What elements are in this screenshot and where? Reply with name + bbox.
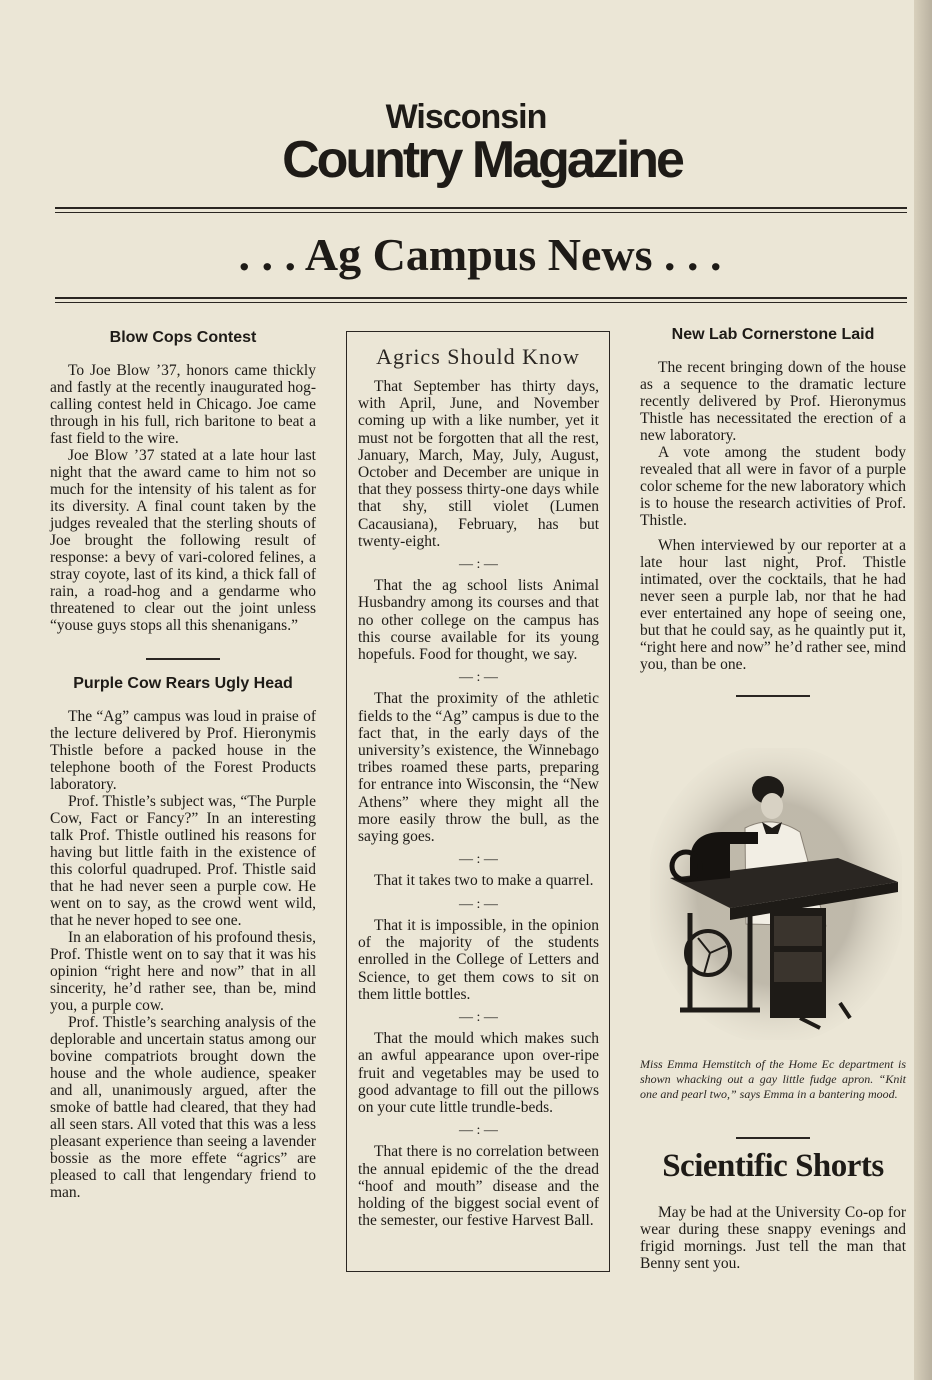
article-paragraph: When interviewed by our reporter at a late hour last night, Prof. Thistle intimated, over the cocktails, that he had never seen a purple lab, nor that he had ever entertained any hope of seeing one, but that he could say, as he quaintly put it, “right here and now” he’d rather see, mind you, than be one. [640,537,906,673]
scientific-shorts-title: Scientific Shorts [662,1148,884,1184]
article-divider [736,695,810,697]
masthead-title: Country Magazine [282,131,682,189]
agrics-should-know-box [346,331,610,1272]
article-paragraph: Prof. Thistle’s searching analysis of the deplorable and uncertain status among our bovine compatriots brought down the house and the whole audience, speaker and all, unanimously argued, after the smoke of battle had cleared, that they had all seen stars. All voted that this was a less pleasant experience than seeing a lavender bossie as the more effete “agrics” are pleased to call that lengendary friend to man. [50,1014,316,1201]
fact-separator: — : — [459,1123,498,1139]
box-title: Agrics Should Know [376,344,580,369]
article-paragraph: In an elaboration of his profound thesis, Prof. Thistle went on to say that it was his opinion “right here and now” that in all sincerity, he’d rather see, than be, mind you, a purple cow. [50,929,316,1014]
scientific-shorts-body [640,1204,906,1272]
fact-item: That the mould which makes such an awful appearance upon over-ripe fruit and vegetables may be used to good advantage to fill out the pillows on your cute little trundle-beds. [358,1030,599,1116]
fact-item: That September has thirty days, with April, June, and November coming up with a like number, yet it must not be forgotten that all the rest, January, March, May, July, August, October and December are unique in that they possess thirty-one days while that shy, still violet (Lumen Cacausiana), February, has but twenty-eight. [358,378,599,550]
article-paragraph: To Joe Blow ’37, honors came thickly and fastly at the recently inaugurated hog-calling contest held in Chicago. Joe came through in his full, rich baritone to beat a fast field to the wire. [50,362,316,447]
article-paragraph: The recent bringing down of the house as a sequence to the dramatic lecture recently delivered by Prof. Hieronymus Thistle has necessitated the erection of a new laboratory. [640,359,906,444]
masthead-wisconsin: Wisconsin [385,98,547,136]
fact-item: That it is impossible, in the opinion of the majority of the students enrolled in the College of Letters and Science, to get them cows to sit on them little bottles. [358,916,599,1003]
top-rule [55,207,907,209]
section-rule [55,297,907,299]
fact-item: That the proximity of the athletic fields to the “Ag” campus is due to the fact that, in the early days of the university’s existence, the Winnebago tribes roamed these parts, preparing for entrance into Wisconsin, the “New Athens” where they might all the more easily throw the bull, as the saying goes. [358,690,599,846]
fact-separator: — : — [459,852,498,868]
page-edge [914,0,932,1380]
section-title: . . . Ag Campus News . . . [238,229,722,280]
fact-item: That it takes two to make a quarrel. [374,872,594,890]
caption-divider [736,1137,810,1139]
left-column [50,328,316,1201]
section-rule-thin [55,302,907,303]
sewing-photo [650,748,902,1040]
right-column [640,325,906,697]
article-paragraph: Joe Blow ’37 stated at a late hour last night that the award came to him not so much for the intensity of his talent as for its diversity. A final count taken by the judges revealed that the sterling shouts of Joe brought the following result of response: a bevy of vari-colored felines, a stray coyote, last of its kind, a thick fall of rain, a road-hog and a gendarme who threatened to clear out the joint unless “youse guys stops all this shenanigans.” [50,447,316,634]
headline-purple-cow: Purple Cow Rears Ugly Head [73,675,293,692]
fact-separator: — : — [459,896,498,912]
top-rule-thin [55,212,907,213]
article-paragraph: A vote among the student body revealed that all were in favor of a purple color scheme for the new laboratory which is to house the research activities of Prof. Thistle. [640,444,906,529]
headline-new-lab: New Lab Cornerstone Laid [671,326,875,343]
fact-separator: — : — [459,557,498,573]
fact-item: That there is no correlation between the annual epidemic of the the dread “hoof and mouth” disease and the holding of the biggest social event of the semester, our festive Harvest Ball. [358,1143,599,1230]
box-body [358,378,599,1229]
headline-blow-cops-contest: Blow Cops Contest [109,329,257,346]
fact-separator: — : — [459,1009,498,1025]
article-divider [146,658,220,660]
article-paragraph: Prof. Thistle’s subject was, “The Purple Cow, Fact or Fancy?” In an interesting talk Prof. Thistle outlined his reasons for having but little faith in the existence of this colorful quadruped. Prof. Thistle said that he had never seen a purple cow. He went on to say, as the crowd went wild, that he never hoped to see one. [50,793,316,929]
fact-item: That the ag school lists Animal Husbandry among its courses and that no other college on the campus has this course available for its young hopefuls. Food for thought, we say. [358,577,599,664]
scientific-shorts-text: May be had at the University Co-op for wear during these snappy evenings and frigid mornings. Just tell the man that Benny sent you. [640,1204,906,1272]
photo-caption: Miss Emma Hemstitch of the Home Ec department is shown whacking out a gay little fudge apron. “Knit one and pearl two,” says Emma in a bantering mood. [640,1057,906,1101]
article-paragraph: The “Ag” campus was loud in praise of the lecture delivered by Prof. Hieronymis Thistle before a packed house in the telephone booth of the Forest Products laboratory. [50,708,316,793]
fact-separator: — : — [459,670,498,686]
